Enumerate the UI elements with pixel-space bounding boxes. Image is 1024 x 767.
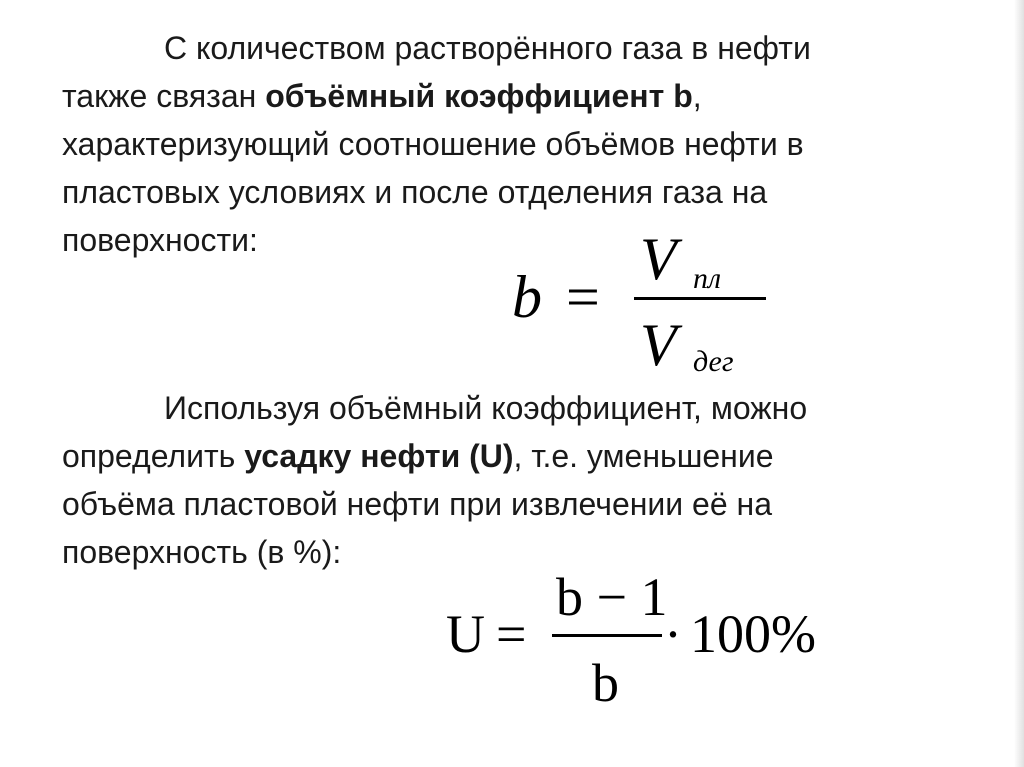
formula1-fraction-bar (634, 297, 766, 300)
paragraph2-line4: поверхность (в %): (62, 534, 342, 570)
formula2-numerator: b − 1 (556, 567, 668, 627)
paragraph1-line5: поверхности: (62, 222, 258, 258)
formula1-numerator-var: V (640, 226, 677, 292)
formula2-factor: 100% (690, 604, 816, 664)
paragraph2-line3: объёма пластовой нефти при извлечении её на (62, 486, 772, 522)
paragraph-volume-coefficient (62, 24, 962, 264)
paragraph2-line2 (62, 432, 962, 480)
paragraph2-line2-tail: , т.е. уменьшение (513, 438, 774, 474)
formula1-lhs: b (512, 264, 542, 330)
formula2-fraction-bar (552, 634, 662, 637)
term-volume-coefficient: объёмный коэффициент b (265, 78, 693, 114)
paragraph1-line2 (62, 72, 962, 120)
formula2-multiply-dot: · (664, 604, 682, 664)
paragraph-oil-shrinkage (62, 384, 962, 576)
formula1-denominator-subscript: дег (693, 345, 734, 378)
paragraph2-line2-text: определить (62, 438, 245, 474)
formula2-denominator: b (592, 653, 619, 713)
paragraph1-line2-text: также связан (62, 78, 266, 114)
formula1-denominator-var: V (640, 312, 677, 378)
paragraph1-line4: пластовых условиях и после отделения газа на (62, 174, 768, 210)
slide-edge-shadow (1014, 0, 1024, 767)
term-oil-shrinkage: усадку нефти (U) (244, 438, 514, 474)
paragraph1-line1: С количеством растворённого газа в нефти (164, 30, 811, 66)
paragraph2-line1: Используя объёмный коэффициент, можно (164, 390, 808, 426)
formula2-equals: = (496, 604, 527, 664)
formula1-numerator-subscript: пл (693, 262, 722, 295)
formula1-equals: = (566, 264, 600, 330)
paragraph1-line2-tail: , (692, 78, 702, 114)
paragraph1-line3: характеризующий соотношение объёмов нефти в (62, 126, 804, 162)
formula2-lhs: U (446, 604, 485, 664)
